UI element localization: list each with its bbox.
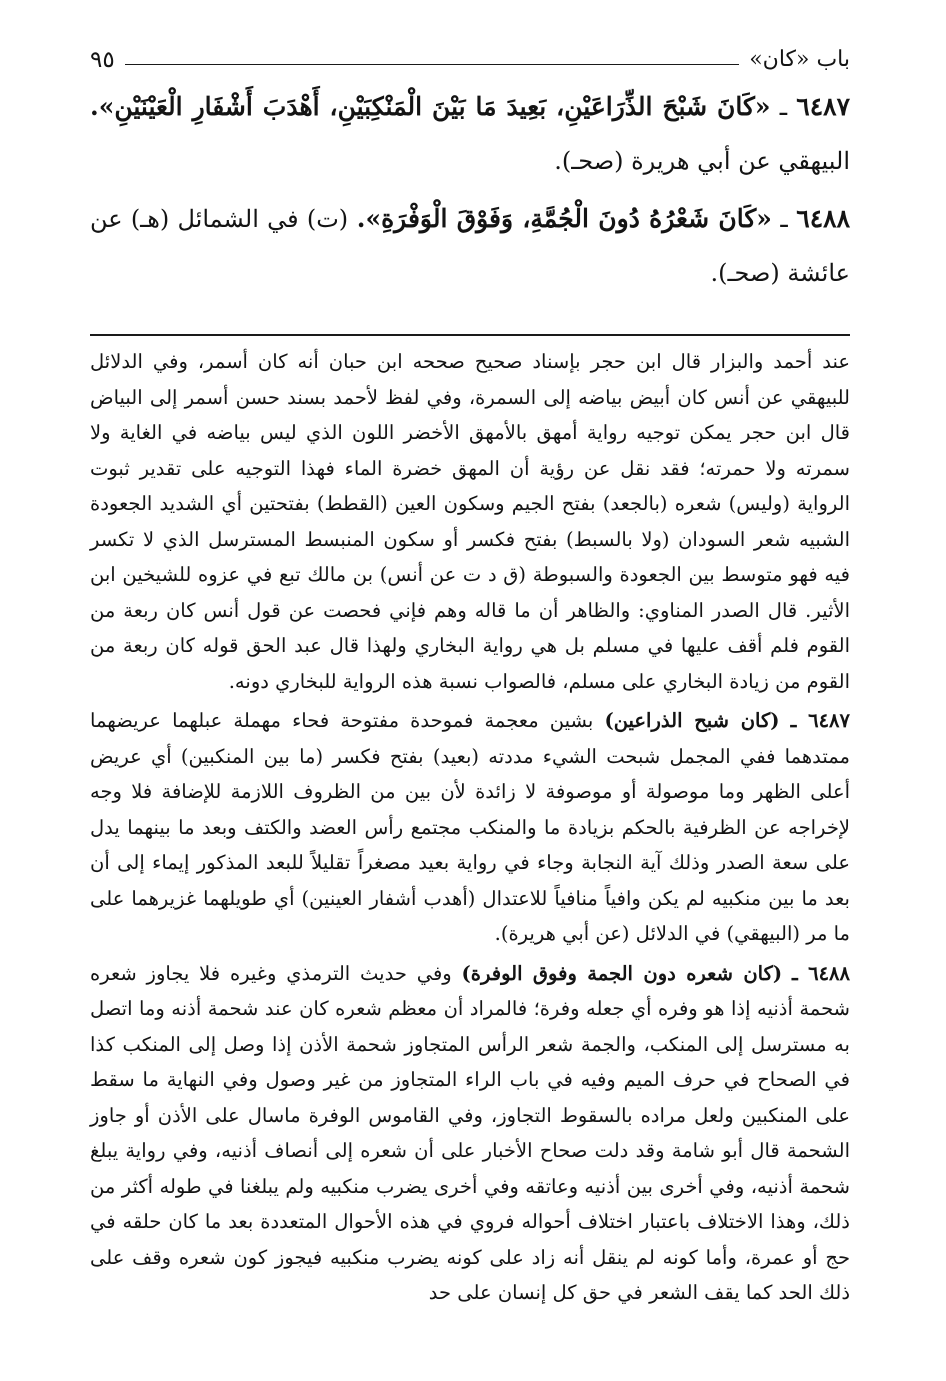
hadith-source: (ت) في الشمائل (هـ) عن عائشة (صحـ).	[90, 205, 850, 287]
hadith-6487	[90, 80, 850, 188]
commentary-keyword: (كان شعره دون الجمة وفوق الوفرة)	[461, 961, 783, 985]
hadith-6488	[90, 192, 850, 300]
hadith-text: «كَانَ شَعْرُهُ دُونَ الْجُمَّةِ، وَفَوْقَ الْوَفْرَةِ».	[356, 204, 772, 233]
commentary-text: وفي حديث الترمذي وغيره فلا يجاوز شعره شحمة أذنيه إذا هو وفره أي جعله وفرة؛ فالمراد أن معظم شعره كان عند شحمة أذنه وما اتصل به مسترسل إلى المنكب، والجمة شعر الرأس المتجاوز شحمة الأذن إذا وصل إلى المنكب كذا في الصحاح في حرف الميم وفيه في باب الراء المتجاوز من غير وصول وفي النهاية ما سقط على المنكبين ولعل مراده بالسقوط التجاوز، وفي القاموس الوفرة ماسال على الأذن أو جاوز الشحمة قال أبو شامة وقد دلت صحاح الأخبار على أن شعره إلى أنصاف أذنيه، وفي رواية يبلغ شحمة أذنيه، وفي أخرى بين أذنيه وعاتقه وفي أخرى يضرب منكبيه ولم يبلغنا في طوله أكثر من ذلك، وهذا الاختلاف باعتبار اختلاف أحواله فروي في هذه الأحوال المتعددة بعد ما كان حلقه في حج أو عمرة، وأما كونه لم ينقل أنه زاد على كونه يضرب منكبيه فيجوز كون شعره وقف على ذلك الحد كما يقف الشعر في حق كل إنسان على حد	[90, 961, 850, 1304]
commentary-lead: ٦٤٨٨ ـ	[791, 961, 850, 985]
hadith-source: البيهقي عن أبي هريرة (صحـ).	[554, 147, 850, 175]
commentary-keyword: (كان شبح الذراعين)	[604, 709, 780, 732]
hadith-block	[90, 80, 850, 300]
commentary	[90, 344, 850, 1311]
hadith-text: «كَانَ شَبْحَ الذِّرَاعَيْنِ، بَعِيدَ مَا بَيْنَ الْمَنْكِبَيْنِ، أَهْدَبَ أَشْفَارِ الْعَيْنَيْنِ».	[90, 92, 771, 121]
commentary-paragraph	[90, 956, 850, 1311]
number-dash: ـ	[771, 204, 788, 233]
header-rule	[125, 64, 739, 65]
hadith-number: ٦٤٨٧	[796, 92, 851, 121]
commentary-text: عند أحمد والبزار قال ابن حجر بإسناد صحيح صححه ابن حبان أنه كان أسمر، وفي الدلائل للبيهقي عن أنس كان أبيض بياضه إلى السمرة، وفي لفظ لأحمد بسند حسن أسمر إلى البياض قال ابن حجر يمكن توجيه رواية أمهق بالأمهق الأخضر اللون الذي ليس بياضه في الغاية ولا سمرته ولا حمرته؛ فقد نقل عن رؤية أن المهق خضرة الماء فهذا التوجيه على تقدير ثبوت الرواية (وليس) شعره (بالجعد) بفتح الجيم وسكون العين (القطط) بفتحتين أي الشديد الجعودة الشبيه شعر السودان (ولا بالسبط) بفتح فكسر أو سكون المنبسط المسترسل الذي لا تكسر فيه فهو متوسط بين الجعودة والسبوطة (ق د ت عن أنس) بن مالك تبع في عزوه للشيخين ابن الأثير. قال الصدر المناوي: والظاهر أن ما قاله وهم فإني فحصت عن قول أنس كان ربعة من القوم فلم أقف عليها في مسلم بل هي رواية البخاري ولهذا قال عبد الحق قوله كان ربعة من القوم من زيادة البخاري على مسلم، فالصواب نسبة هذه الرواية للبخاري دونه.	[90, 350, 850, 693]
chapter-title: باب «كان»	[749, 47, 850, 72]
footnote-separator	[90, 334, 850, 336]
commentary-paragraph	[90, 703, 850, 952]
commentary-paragraph	[90, 344, 850, 699]
book-page	[90, 40, 850, 1311]
commentary-lead: ٦٤٨٧ ـ	[790, 709, 850, 732]
running-header	[90, 40, 850, 80]
hadith-number: ٦٤٨٨	[796, 204, 851, 233]
commentary-text: بشين معجمة فموحدة مفتوحة فحاء مهملة عبلهما عريضهما ممتدهما ففي المجمل شبحت الشيء مددته (بعيد) بفتح فكسر (ما بين المنكبين) أي عريض أعلى الظهر وما موصولة أو موصوفة لا زائدة لأن بين من الظروف اللازمة للإضافة فلا وجه لإخراجه عن الظرفية بالحكم بزيادة ما والمنكب مجتمع رأس العضد والكتف وبعد ما بينهما يدل على سعة الصدر وذلك آية النجابة وجاء في رواية بعيد مصغراً تقليلاً للبعد المذكور إيماء إلى أن بعد ما بين منكبيه لم يكن وافياً منافياً للاعتدال (أهدب أشفار العينين) أي طويلهما غزيرهما على ما مر (البيهقي) في الدلائل (عن أبي هريرة).	[90, 709, 850, 945]
number-dash: ـ	[770, 92, 788, 121]
page-number: ٩٥	[90, 47, 115, 73]
